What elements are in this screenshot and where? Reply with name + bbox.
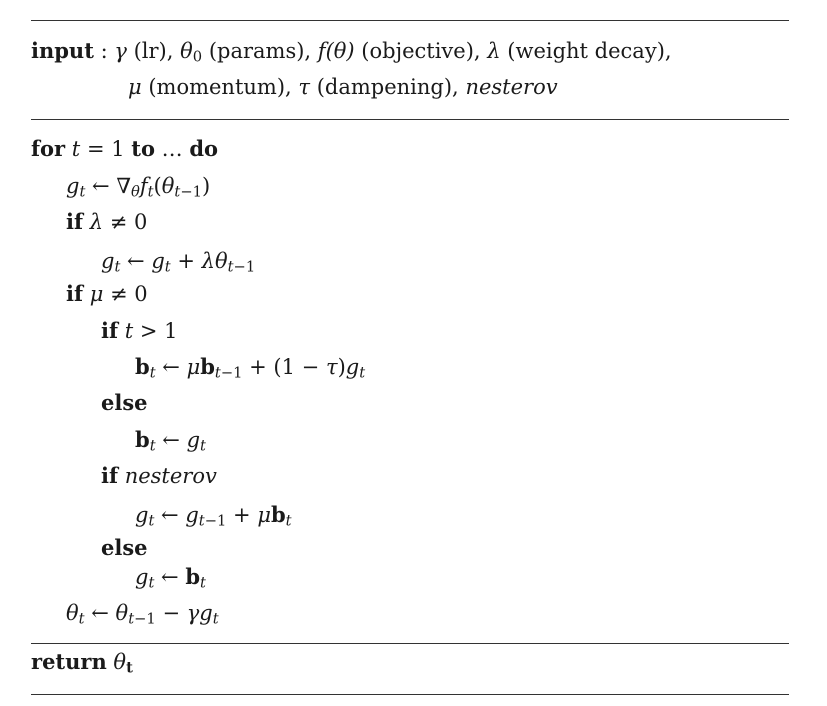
if-lambda-line bbox=[66, 207, 147, 237]
else-keyword: else bbox=[101, 390, 148, 415]
gradient-line bbox=[66, 171, 210, 201]
t-var: t bbox=[71, 137, 81, 161]
g-from-b-line bbox=[135, 562, 206, 592]
gradient-expr: $g_t$ ← $\nabla_\theta f_t(\theta_{t-1})$ bbox=[66, 174, 211, 201]
mu-symbol: μ bbox=[128, 75, 142, 99]
b-init-line bbox=[135, 425, 206, 455]
tau-symbol: τ bbox=[298, 75, 311, 99]
weight-decay-expr: $g_t$ ← $g_t + \lambda\theta_{t-1}$ bbox=[101, 249, 256, 276]
gamma-symbol: γ bbox=[114, 39, 127, 63]
header-rule bbox=[31, 119, 789, 120]
lambda-symbol: λ bbox=[487, 39, 501, 63]
if-keyword: if bbox=[66, 281, 84, 306]
momentum-expr: $b_t$ ← $\mu b_{t-1} + (1 - \tau)g_t$ bbox=[135, 354, 366, 382]
bottom-rule bbox=[31, 694, 789, 695]
else-line-1 bbox=[101, 388, 148, 418]
else-keyword: else bbox=[101, 535, 148, 560]
return-rule bbox=[31, 643, 789, 644]
b-init-expr: $b_t$ ← $g_t$ bbox=[135, 427, 206, 455]
else-line-2 bbox=[101, 533, 148, 563]
if-keyword: if bbox=[66, 209, 84, 234]
objective-desc: (objective), bbox=[361, 39, 481, 63]
if-t-line bbox=[101, 316, 177, 346]
input-line-2 bbox=[128, 72, 558, 102]
lambda-desc: (weight decay), bbox=[507, 39, 672, 63]
if-keyword: if bbox=[101, 318, 119, 343]
weight-decay-line bbox=[101, 246, 255, 276]
nesterov-update-line bbox=[135, 500, 292, 530]
if-nesterov-line bbox=[101, 461, 217, 491]
eq-one: = 1 bbox=[86, 137, 125, 161]
if-mu-line bbox=[66, 279, 148, 309]
input-keyword: input bbox=[31, 38, 94, 63]
mu-desc: (momentum), bbox=[148, 75, 292, 99]
return-expr: $\theta_t$ bbox=[113, 650, 133, 677]
colon: : bbox=[100, 39, 108, 63]
mu-cond: μ ≠ 0 bbox=[89, 282, 148, 306]
theta-update-line bbox=[66, 598, 219, 628]
do-keyword: do bbox=[189, 136, 219, 161]
return-keyword: return bbox=[31, 649, 107, 674]
to-keyword: to bbox=[131, 136, 155, 161]
return-line bbox=[31, 647, 133, 677]
momentum-line bbox=[135, 352, 365, 382]
gamma-desc: (lr), bbox=[133, 39, 174, 63]
nesterov-symbol: nesterov bbox=[465, 75, 558, 99]
lambda-cond: λ ≠ 0 bbox=[89, 210, 148, 234]
theta0-symbol: $\theta_0$ bbox=[180, 39, 203, 66]
nesterov-cond: nesterov bbox=[124, 464, 217, 488]
t-cond: t > 1 bbox=[124, 319, 178, 343]
theta-update-expr: $\theta_t$ ← $\theta_{t-1} - \gamma g_t$ bbox=[66, 601, 219, 628]
input-line-1 bbox=[31, 36, 672, 66]
ellipsis: … bbox=[161, 137, 183, 161]
nesterov-expr: $g_t$ ← $g_{t-1} + \mu b_t$ bbox=[135, 502, 292, 530]
for-line bbox=[31, 134, 218, 164]
theta0-desc: (params), bbox=[208, 39, 312, 63]
g-from-b-expr: $g_t$ ← $b_t$ bbox=[135, 564, 206, 592]
if-keyword: if bbox=[101, 463, 119, 488]
objective-symbol: f(θ) bbox=[317, 39, 355, 63]
tau-desc: (dampening), bbox=[316, 75, 459, 99]
for-keyword: for bbox=[31, 136, 66, 161]
top-rule bbox=[31, 20, 789, 21]
